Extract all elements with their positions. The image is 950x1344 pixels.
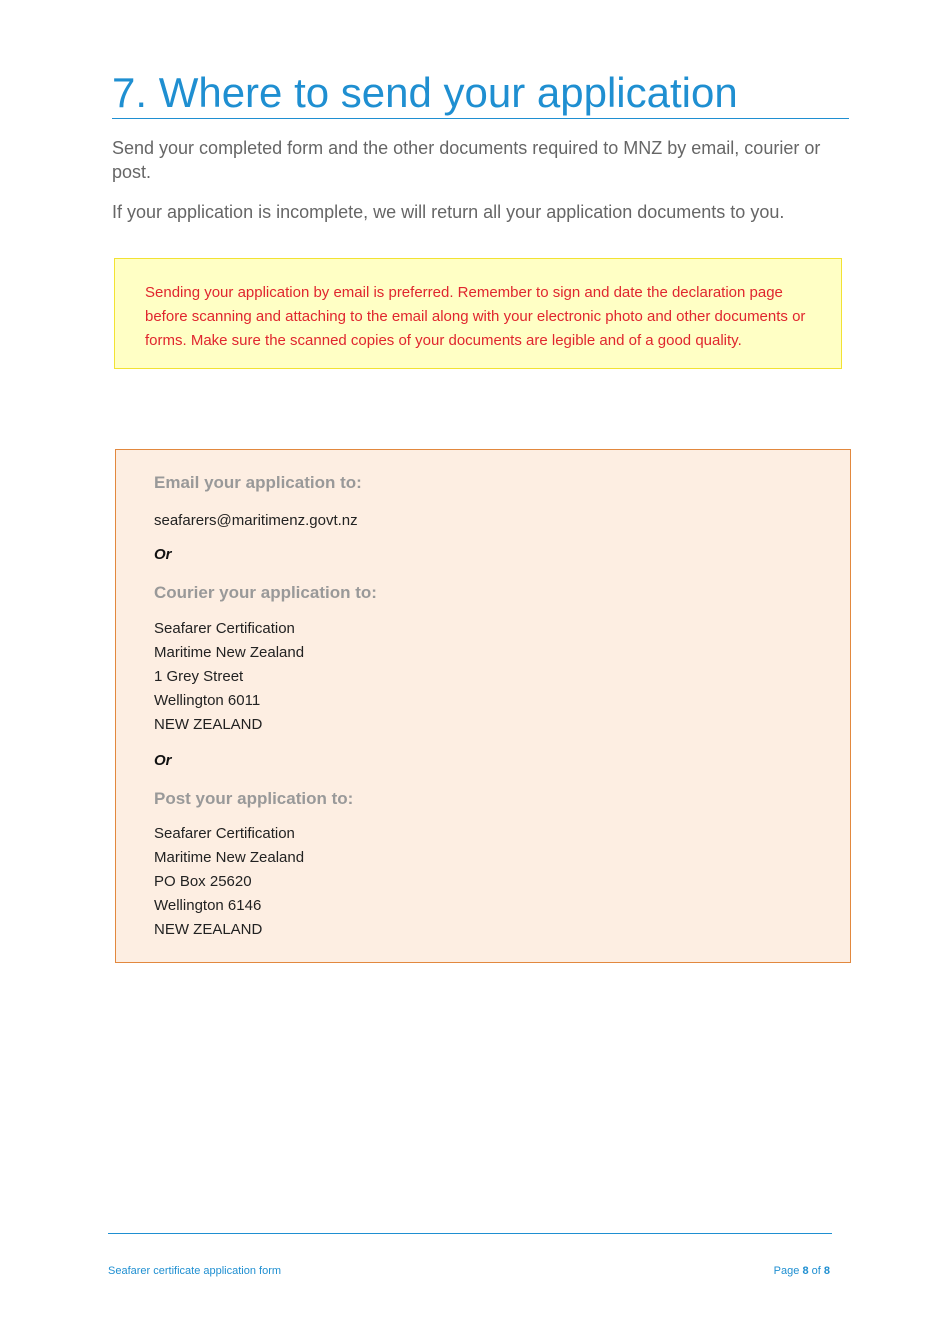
post-address-line: Maritime New Zealand	[154, 849, 305, 866]
page-label: Page	[773, 1265, 800, 1277]
send-options-box	[115, 449, 851, 963]
courier-address-line: Wellington 6011	[154, 692, 261, 709]
intro-paragraph-2: If your application is incomplete, we will return all your application documents to you.	[112, 202, 785, 222]
page-current: 8	[802, 1265, 809, 1277]
email-heading: Email your application to:	[154, 473, 362, 492]
post-heading: Post your application to:	[154, 789, 354, 808]
post-address-line: NEW ZEALAND	[154, 921, 263, 938]
post-address-line: PO Box 25620	[154, 873, 252, 890]
or-separator-2: Or	[154, 752, 172, 769]
post-address-line: Seafarer Certification	[154, 825, 295, 842]
courier-heading: Courier your application to:	[154, 583, 377, 602]
post-address-line: Wellington 6146	[154, 897, 262, 914]
email-address-link[interactable]: seafarers@maritimenz.govt.nz	[154, 512, 358, 529]
courier-address-line: NEW ZEALAND	[154, 716, 263, 733]
footer-form-name: Seafarer certificate application form	[108, 1265, 282, 1277]
or-separator-1: Or	[154, 546, 172, 563]
note-text: Sending your application by email is preferred. Remember to sign and date the declaration page before scanning and attaching to the email along with your electronic photo and other documents or forms. Make sure the scanned copies of your documents are legible and of a good quality.	[145, 284, 806, 349]
page-of-label: of	[811, 1265, 821, 1277]
courier-address-line: 1 Grey Street	[154, 668, 244, 685]
page-title: 7. Where to send your application	[112, 69, 738, 116]
intro-paragraph-1: Send your completed form and the other documents required to MNZ by email, courier or post.	[112, 138, 821, 182]
courier-address	[154, 617, 304, 737]
footer-divider	[108, 1233, 832, 1234]
courier-address-line: Seafarer Certification	[154, 620, 295, 637]
email-preferred-note	[114, 258, 842, 369]
page-number	[774, 1263, 830, 1279]
courier-address-line: Maritime New Zealand	[154, 644, 305, 661]
title-divider	[112, 118, 849, 119]
page-total: 8	[823, 1265, 830, 1277]
post-address	[154, 822, 304, 942]
